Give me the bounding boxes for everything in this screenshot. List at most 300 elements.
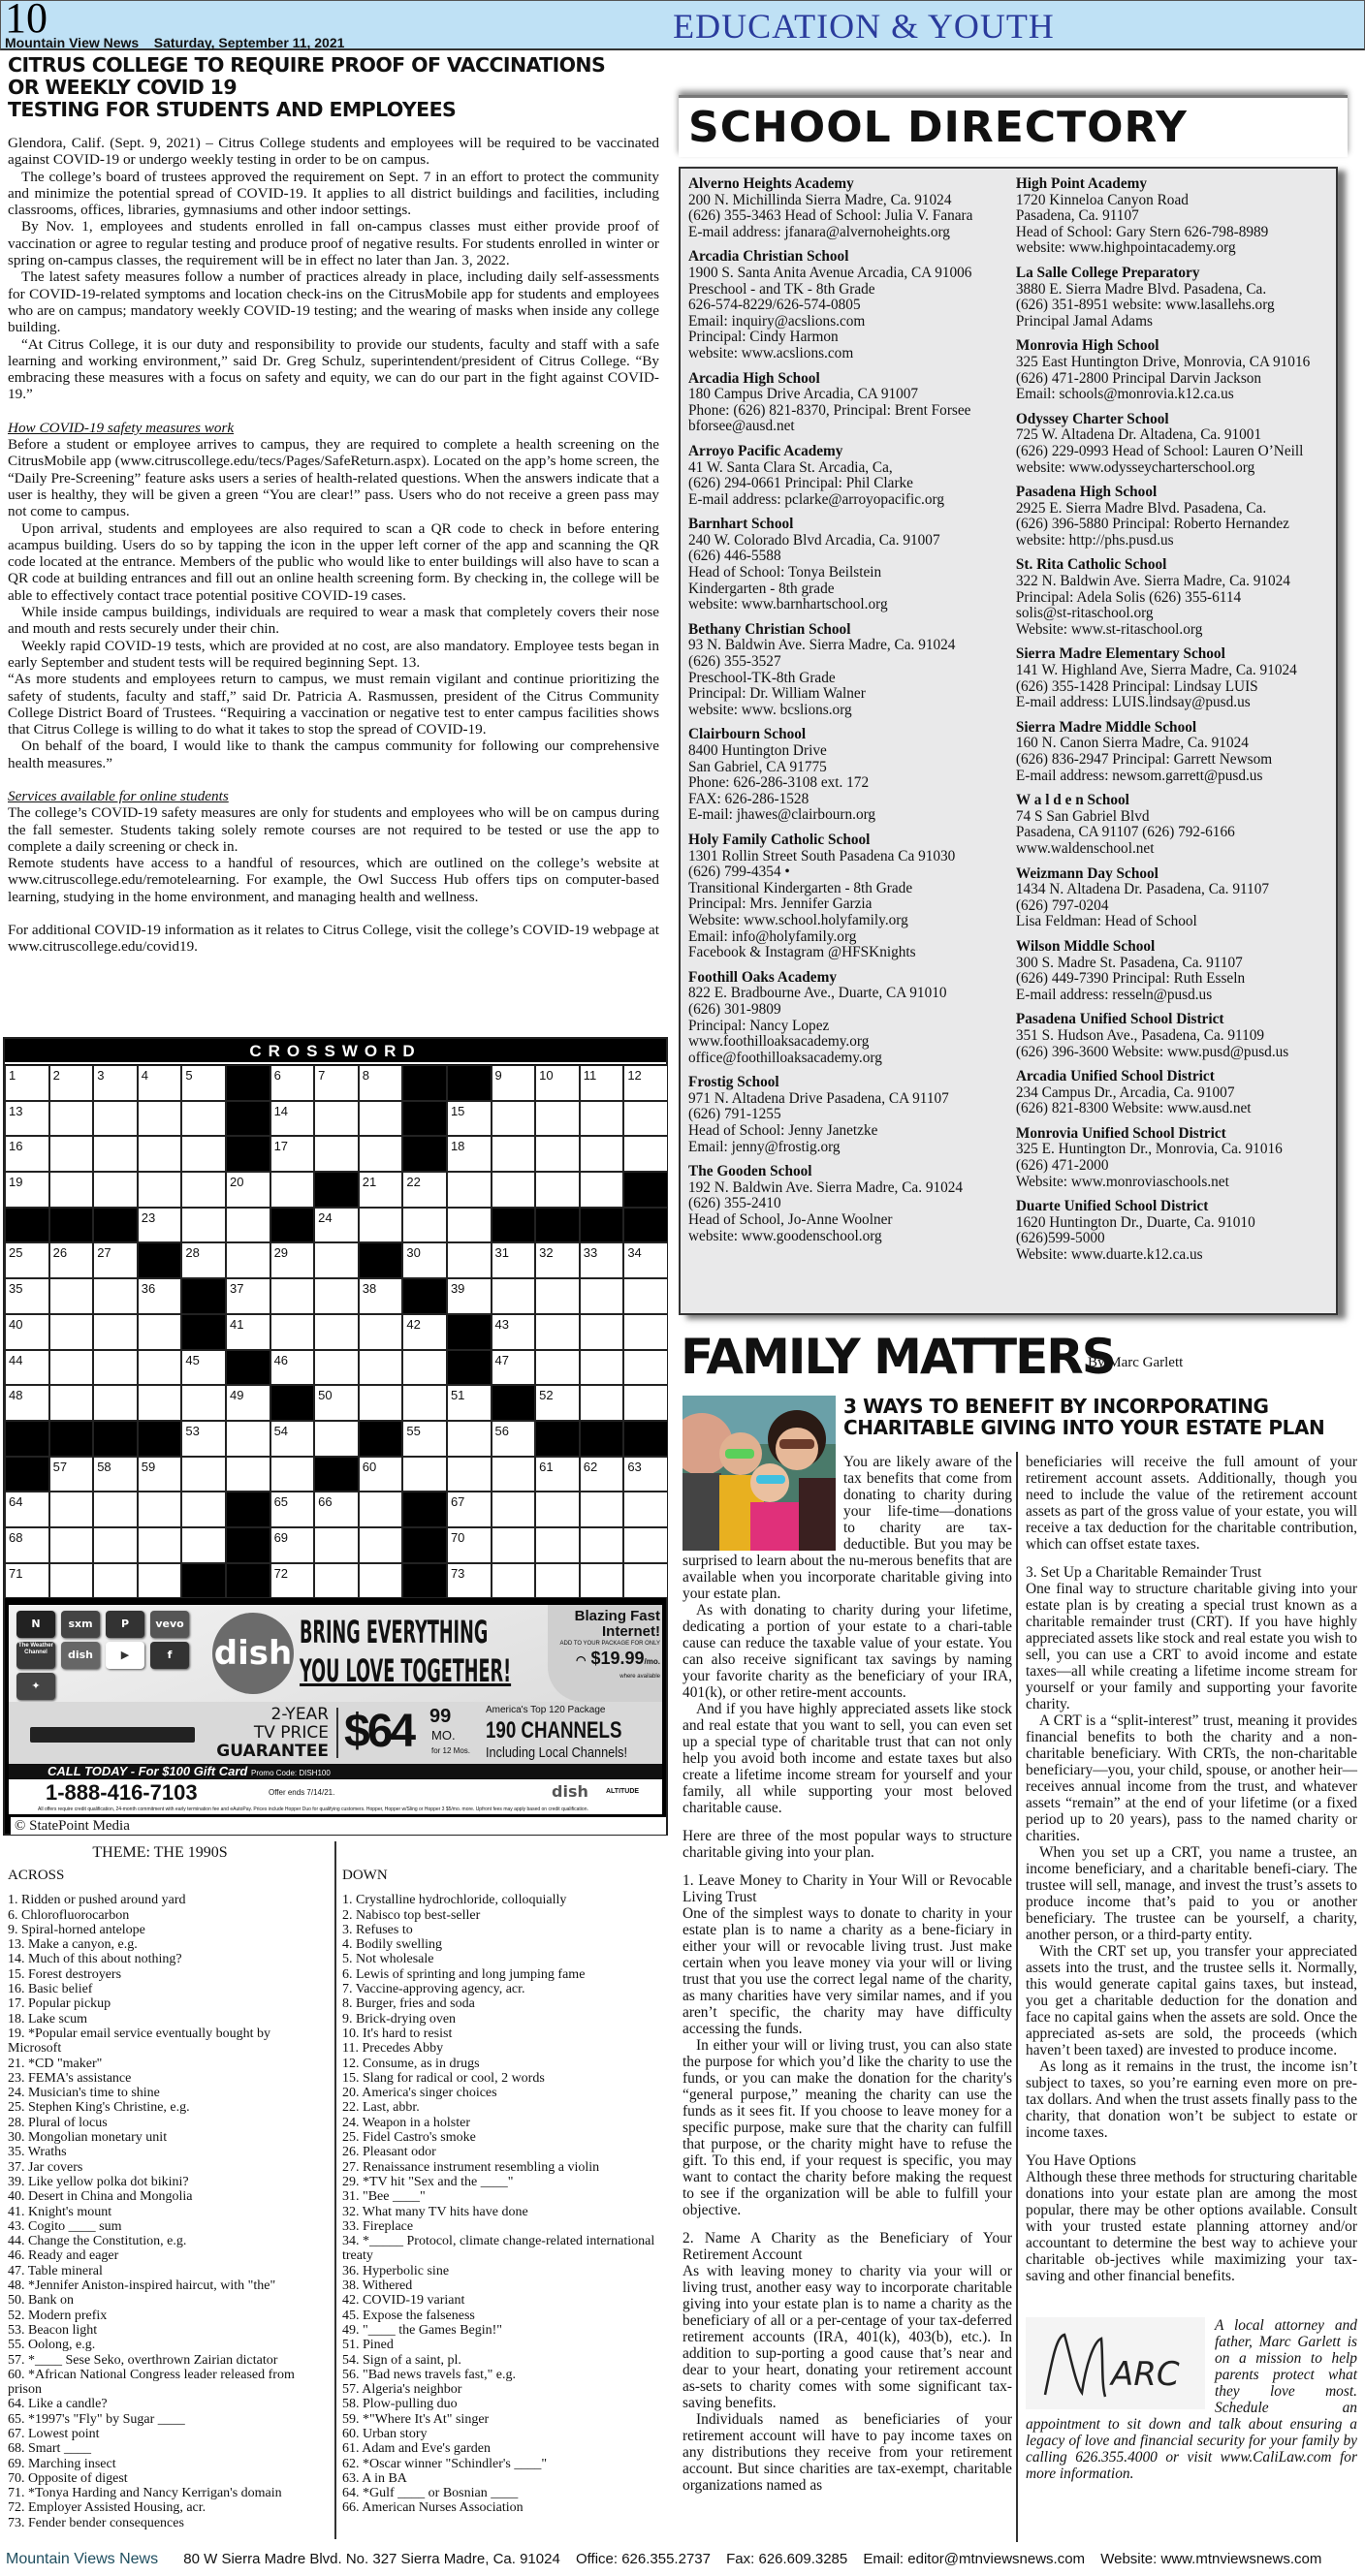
- school-detail: Pasadena, CA 91107 (626) 792-6166: [1015, 824, 1235, 841]
- school-detail: 822 E. Bradbourne Ave., Duarte, CA 91010: [688, 985, 947, 1002]
- crossword-cell[interactable]: [181, 1350, 226, 1386]
- dish-advertisement[interactable]: [7, 1603, 664, 1816]
- crossword-cell[interactable]: [49, 1385, 94, 1421]
- down-clue: 61. Adam and Eve's garden: [342, 2441, 491, 2457]
- cell-number: 36: [141, 1281, 156, 1297]
- price-guarantee: [203, 1706, 329, 1761]
- crossword-cell[interactable]: [447, 1278, 492, 1314]
- crossword-cell[interactable]: [5, 1350, 49, 1386]
- school-detail: E-mail address: newsom.garrett@pusd.us: [1015, 767, 1263, 784]
- crossword-cell[interactable]: [49, 1492, 94, 1527]
- crossword-cell[interactable]: [580, 1457, 624, 1492]
- crossword-cell[interactable]: [623, 1065, 668, 1101]
- across-clue: 18. Lake scum: [8, 2011, 88, 2026]
- crossword-cell[interactable]: [580, 1278, 624, 1314]
- crossword-cell[interactable]: [580, 1350, 624, 1386]
- crossword-cell[interactable]: [492, 1065, 536, 1101]
- crossword-cell[interactable]: [535, 1101, 580, 1137]
- cell-number: 19: [9, 1175, 23, 1190]
- crossword-cell[interactable]: [447, 1563, 492, 1599]
- black-square: [447, 1350, 492, 1386]
- paragraph: As long as it remains in the trust, the income isn’t subject to taxes, so you’re earning even more on pre-tax dollars. And when the trust assets finally pass to the charity, that donation won’t be subject to estate or income taxes.: [1026, 2058, 1357, 2141]
- subheading: 3. Set Up a Charitable Remainder Trust: [1026, 1564, 1262, 1581]
- school-entry: [1016, 793, 1328, 857]
- internet-price-unit: /mo.: [644, 1657, 660, 1666]
- crossword-cell[interactable]: [226, 1278, 270, 1314]
- crossword-cell[interactable]: [314, 1563, 359, 1599]
- school-name: Barnhart School: [688, 516, 794, 533]
- crossword-cell[interactable]: [492, 1278, 536, 1314]
- dish-logo: dish: [212, 1613, 294, 1694]
- subheading: 1. Leave Money to Charity in Your Will or Revocable Living Trust: [682, 1872, 1012, 1905]
- crossword-cell[interactable]: [49, 1101, 94, 1137]
- crossword-cell[interactable]: [93, 1492, 138, 1527]
- cell-number: 23: [141, 1209, 156, 1225]
- crossword-cell[interactable]: [447, 1492, 492, 1527]
- crossword-cell[interactable]: [492, 1457, 536, 1492]
- crossword-cell[interactable]: [402, 1350, 447, 1386]
- crossword-cell[interactable]: [49, 1457, 94, 1492]
- crossword-cell[interactable]: [314, 1421, 359, 1457]
- footer-address: 80 W Sierra Madre Blvd. No. 327 Sierra Madre, Ca. 91024: [183, 2551, 560, 2567]
- crossword-cell[interactable]: [226, 1242, 270, 1278]
- crossword-cell[interactable]: [535, 1314, 580, 1350]
- crossword-cell[interactable]: [5, 1314, 49, 1350]
- crossword-cell[interactable]: [623, 1350, 668, 1386]
- school-detail: 8400 Huntington Drive: [688, 742, 827, 759]
- black-square: [314, 1172, 359, 1208]
- crossword-cell[interactable]: [226, 1208, 270, 1243]
- crossword-cell[interactable]: [359, 1457, 403, 1492]
- school-detail: Head of School: Tonya Beilstein: [688, 564, 882, 581]
- crossword-cell[interactable]: [580, 1065, 624, 1101]
- cell-number: 32: [539, 1245, 554, 1261]
- crossword-cell[interactable]: [270, 1457, 315, 1492]
- crossword-cell[interactable]: [49, 1172, 94, 1208]
- crossword-cell[interactable]: [580, 1385, 624, 1421]
- school-detail: (626) 355-2410: [688, 1195, 781, 1212]
- column-2-text: [1026, 1454, 1357, 2284]
- crossword-cell[interactable]: [359, 1172, 403, 1208]
- internet-where: where available: [619, 1674, 660, 1680]
- subheading: You Have Options: [1026, 2152, 1136, 2169]
- crossword-cell[interactable]: [359, 1314, 403, 1350]
- crossword-cell[interactable]: [93, 1527, 138, 1563]
- paragraph: Before a student or employee arrives to campus, they are required to complete a health screening on the CitrusMobile app (www.citruscollege.edu/tecs/Pages/SafeReturn.aspx). Located on the app’s home screen, the “Daily Pre-Screening” feature asks users a series of health-related questions. When the answers indicate that a user is healthy, they will be given a green “You are clear!” pass. Users who do not receive a green pass may not come to campus.: [8, 436, 659, 520]
- crossword-cell[interactable]: [138, 1527, 182, 1563]
- crossword-cell[interactable]: [359, 1563, 403, 1599]
- crossword-cell[interactable]: [359, 1101, 403, 1137]
- crossword-cell[interactable]: [138, 1457, 182, 1492]
- crossword-cell[interactable]: [5, 1101, 49, 1137]
- crossword-cell[interactable]: [359, 1527, 403, 1563]
- crossword-cell[interactable]: [623, 1563, 668, 1599]
- black-square: [93, 1208, 138, 1243]
- crossword-cell[interactable]: [359, 1385, 403, 1421]
- paragraph: With the CRT set up, you transfer your appreciated assets into the trust, and the trustee sells it. Normally, this would generate capital gains taxes, but instead, you get a charitable deduction for the donation and face no capital gains when the assets are sold. Once the appreciated as-sets are sold, the proceeds (which haven’t been taxed) are invested to produce income.: [1026, 1943, 1357, 2058]
- paragraph: Upon arrival, students and employees are also required to scan a QR code to check in before entering acampus building. Users do so by tapping the icon in the upper left corner of the app and scanning the QR code located at the entrance. Members of the public who would like to enter buildings will also have to scan a QR code at building entrances and fill out an online health screening form. By checking in, the college will be able to effectively contact trace potential positive COVID-19 cases.: [8, 519, 659, 604]
- crossword-cell[interactable]: [181, 1527, 226, 1563]
- footer-email[interactable]: Email: editor@mtnviewsnews.com: [863, 2551, 1086, 2567]
- cell-number: 24: [318, 1209, 333, 1225]
- cell-number: 40: [9, 1316, 23, 1332]
- crossword-cell[interactable]: [93, 1101, 138, 1137]
- crossword-cell[interactable]: [314, 1278, 359, 1314]
- crossword-cell[interactable]: [93, 1278, 138, 1314]
- school-name: St. Rita Catholic School: [1015, 556, 1167, 574]
- crossword-cell[interactable]: [270, 1492, 315, 1527]
- crossword-cell[interactable]: [447, 1242, 492, 1278]
- column-divider: [1016, 1452, 1018, 2542]
- crossword-cell[interactable]: [580, 1314, 624, 1350]
- crossword-cell[interactable]: [402, 1242, 447, 1278]
- ad-phone-number[interactable]: 1-888-416-7103: [46, 1780, 198, 1805]
- crossword-cell[interactable]: [492, 1242, 536, 1278]
- ad-headline-line: YOU LOVE TOGETHER!: [300, 1652, 512, 1689]
- crossword-cell[interactable]: [138, 1350, 182, 1386]
- crossword-cell[interactable]: [447, 1457, 492, 1492]
- school-detail: 351 S. Hudson Ave., Pasadena, Ca. 91109: [1015, 1026, 1265, 1044]
- crossword-cell[interactable]: [580, 1242, 624, 1278]
- across-clue: 9. Spiral-horned antelope: [8, 1922, 145, 1937]
- author-bio: [1026, 2317, 1357, 2482]
- crossword-cell[interactable]: [138, 1314, 182, 1350]
- school-detail: E-mail: jhawes@clairbourn.org: [688, 806, 876, 824]
- crossword-cell[interactable]: [535, 1172, 580, 1208]
- crossword-cell[interactable]: [535, 1350, 580, 1386]
- cell-number: 58: [97, 1459, 111, 1474]
- crossword-cell[interactable]: [49, 1242, 94, 1278]
- crossword-cell[interactable]: [181, 1242, 226, 1278]
- cell-number: 50: [318, 1388, 333, 1403]
- crossword-cell[interactable]: [359, 1278, 403, 1314]
- black-square: [226, 1136, 270, 1172]
- down-clue: 58. Plow-pulling duo: [342, 2397, 458, 2412]
- crossword-cell[interactable]: [138, 1136, 182, 1172]
- crossword-cell[interactable]: [359, 1208, 403, 1243]
- across-clue: 21. *CD "maker": [8, 2056, 103, 2071]
- crossword-cell[interactable]: [93, 1457, 138, 1492]
- crossword-cell[interactable]: [402, 1421, 447, 1457]
- crossword-cell[interactable]: [402, 1314, 447, 1350]
- crossword-cell[interactable]: [138, 1065, 182, 1101]
- crossword-cell[interactable]: [181, 1208, 226, 1243]
- across-clue: 55. Oolong, e.g.: [8, 2338, 96, 2353]
- crossword-cell[interactable]: [270, 1278, 315, 1314]
- crossword-cell[interactable]: [447, 1385, 492, 1421]
- down-clue: 54. Sign of a saint, pl.: [342, 2352, 461, 2368]
- crossword-cell[interactable]: [181, 1136, 226, 1172]
- crossword-cell[interactable]: [49, 1563, 94, 1599]
- across-clue: 17. Popular pickup: [8, 1996, 111, 2012]
- black-square: [181, 1314, 226, 1350]
- crossword-cell[interactable]: [5, 1563, 49, 1599]
- down-clue: 33. Fireplace: [342, 2218, 414, 2234]
- crossword-cell[interactable]: [181, 1457, 226, 1492]
- paragraph: One final way to structure charitable giving into your estate plan is by creating a special trust known as a charitable remainder trust (CRT). If you have highly appreciated assets like stock and real estate you wish to sell, you can use a CRT to avoid income and estate taxes—all while creating a lifetime income stream for yourself or your family and supporting your favorite charity.: [1026, 1581, 1357, 1712]
- crossword-cell[interactable]: [5, 1385, 49, 1421]
- crossword-cell[interactable]: [270, 1527, 315, 1563]
- cell-number: 49: [229, 1388, 244, 1403]
- crossword-cell[interactable]: [181, 1421, 226, 1457]
- crossword-cell[interactable]: [535, 1136, 580, 1172]
- cell-number: 39: [450, 1281, 465, 1297]
- crossword-cell[interactable]: [49, 1065, 94, 1101]
- school-detail: (626) 836-2947 Principal: Garrett Newsom: [1015, 751, 1273, 768]
- crossword-cell[interactable]: [447, 1101, 492, 1137]
- crossword-cell[interactable]: [580, 1136, 624, 1172]
- crossword-cell[interactable]: [314, 1527, 359, 1563]
- crossword-cell[interactable]: [535, 1242, 580, 1278]
- crossword-cell[interactable]: [138, 1278, 182, 1314]
- crossword-cell[interactable]: [314, 1242, 359, 1278]
- school-detail: website: www. bcslions.org: [688, 701, 852, 718]
- school-entry: [1016, 412, 1328, 476]
- crossword-cell[interactable]: [580, 1172, 624, 1208]
- footer-website[interactable]: Website: www.mtnviewsnews.com: [1100, 2551, 1322, 2567]
- crossword-cell[interactable]: [402, 1385, 447, 1421]
- crossword-cell[interactable]: [623, 1385, 668, 1421]
- crossword-cell[interactable]: [314, 1101, 359, 1137]
- cell-number: 60: [362, 1459, 377, 1474]
- crossword-cell[interactable]: [5, 1065, 49, 1101]
- school-detail: FAX: 626-286-1528: [688, 790, 809, 807]
- crossword-cell[interactable]: [270, 1242, 315, 1278]
- crossword-cell[interactable]: [623, 1492, 668, 1527]
- crossword-cell[interactable]: [535, 1385, 580, 1421]
- crossword-cell[interactable]: [623, 1278, 668, 1314]
- tv-price: $64: [344, 1706, 414, 1757]
- across-clue: 53. Beacon light: [8, 2322, 98, 2338]
- crossword-cell[interactable]: [492, 1421, 536, 1457]
- app-icon: The Weather Channel: [16, 1642, 55, 1669]
- school-detail: Head of School, Jo-Anne Woolner: [688, 1211, 893, 1229]
- crossword-cell[interactable]: [5, 1492, 49, 1527]
- masthead-line: [5, 35, 344, 50]
- school-entry: [1016, 1069, 1328, 1117]
- school-name: Pasadena High School: [1015, 484, 1158, 501]
- crossword-cell[interactable]: [226, 1421, 270, 1457]
- page-header: [0, 0, 1365, 50]
- crossword-cell[interactable]: [359, 1492, 403, 1527]
- crossword-cell[interactable]: [623, 1242, 668, 1278]
- across-clue: 52. Modern prefix: [8, 2308, 108, 2323]
- paragraph: beneficiaries will receive the full amount of your retirement account assets. Additionally, though you need to include the value of the retirement account assets as part of the gross value of your estate, you will receive a tax deduction for the charitable contribution, which can offset estate taxes.: [1026, 1454, 1357, 1553]
- crossword-cell[interactable]: [402, 1457, 447, 1492]
- crossword-cell[interactable]: [93, 1136, 138, 1172]
- crossword-cell[interactable]: [447, 1136, 492, 1172]
- school-entry: [1016, 176, 1328, 257]
- down-clue: 9. Brick-drying oven: [342, 2011, 457, 2026]
- crossword-cell[interactable]: [49, 1314, 94, 1350]
- crossword-cell[interactable]: [580, 1101, 624, 1137]
- black-square: [402, 1101, 447, 1137]
- crossword-cell[interactable]: [314, 1065, 359, 1101]
- crossword-cell[interactable]: [93, 1242, 138, 1278]
- crossword-cell[interactable]: [5, 1172, 49, 1208]
- across-clue: 40. Desert in China and Mongolia: [8, 2189, 193, 2205]
- crossword-cell[interactable]: [447, 1527, 492, 1563]
- school-name: Arcadia Christian School: [688, 248, 849, 266]
- crossword-cell[interactable]: [535, 1527, 580, 1563]
- crossword-cell[interactable]: [359, 1350, 403, 1386]
- school-entry: [1016, 485, 1328, 549]
- across-clue: 50. Bank on: [8, 2293, 75, 2309]
- crossword-cell[interactable]: [492, 1136, 536, 1172]
- school-name: Duarte Unified School District: [1015, 1198, 1209, 1215]
- crossword-cell[interactable]: [49, 1350, 94, 1386]
- school-detail: Kindergarten - 8th grade: [688, 580, 835, 597]
- crossword-cell[interactable]: [492, 1101, 536, 1137]
- crossword-cell[interactable]: [93, 1350, 138, 1386]
- crossword-cell[interactable]: [492, 1314, 536, 1350]
- crossword-cell[interactable]: [623, 1314, 668, 1350]
- crossword-cell[interactable]: [623, 1101, 668, 1137]
- crossword-cell[interactable]: [93, 1172, 138, 1208]
- crossword-cell[interactable]: [226, 1172, 270, 1208]
- crossword-cell[interactable]: [5, 1278, 49, 1314]
- crossword-cell[interactable]: [270, 1101, 315, 1137]
- cell-number: 5: [185, 1068, 193, 1083]
- crossword-cell[interactable]: [138, 1101, 182, 1137]
- school-detail: (626) 229-0993 Head of School: Lauren O’Neill: [1015, 442, 1304, 459]
- across-clue: 16. Basic belief: [8, 1982, 93, 1997]
- school-detail: 1301 Rollin Street South Pasadena Ca 91030: [688, 847, 956, 864]
- school-detail: Principal: Cindy Harmon: [688, 329, 839, 346]
- internet-offer-title: Internet!: [602, 1623, 660, 1640]
- crossword-cell[interactable]: [535, 1492, 580, 1527]
- school-detail: Phone: 626-286-3108 ext. 172: [688, 774, 870, 792]
- down-clue: 15. Slang for radical or cool, 2 words: [342, 2070, 545, 2086]
- crossword-cell[interactable]: [314, 1136, 359, 1172]
- crossword-cell[interactable]: [181, 1385, 226, 1421]
- crossword-cell[interactable]: [270, 1065, 315, 1101]
- crossword-cell[interactable]: [402, 1172, 447, 1208]
- black-square: [402, 1492, 447, 1527]
- across-clue: 39. Like yellow polka dot bikini?: [8, 2174, 189, 2189]
- ad-disclaimer: All offers require credit qualification, 24-month commitment with early termination fee and eAutoPay. Prices include Hopper Duo for qualifying customers. Hopper, Hopper w/Sling or Hopper 3 $5/mo. more. Upfront fees may apply based on credit qualification.: [38, 1806, 588, 1812]
- crossword-cell[interactable]: [5, 1242, 49, 1278]
- guarantee-line: 2-YEAR: [270, 1705, 329, 1724]
- crossword-cell[interactable]: [270, 1421, 315, 1457]
- crossword-cell[interactable]: [93, 1065, 138, 1101]
- crossword-cell[interactable]: [138, 1492, 182, 1527]
- crossword-cell[interactable]: [623, 1457, 668, 1492]
- crossword-cell[interactable]: [314, 1350, 359, 1386]
- paragraph: “As more students and employees return to campus, we must remain vigilant and continue prioritizing the safety of students, faculty and staff,” said Dr. Patricia A. Rasmussen, president of the Citrus Community College District Board of Trustees. “Requiring a vaccination or negative test to enter campus facilities shows that Citrus College is willing to do what it takes to stop the spread of COVID-19.: [8, 671, 659, 738]
- crossword-cell[interactable]: [580, 1563, 624, 1599]
- crossword-cell[interactable]: [181, 1172, 226, 1208]
- crossword-cell[interactable]: [138, 1385, 182, 1421]
- crossword-cell[interactable]: [93, 1314, 138, 1350]
- crossword-cell[interactable]: [138, 1172, 182, 1208]
- crossword-cell[interactable]: [181, 1065, 226, 1101]
- crossword-cell[interactable]: [270, 1350, 315, 1386]
- crossword-cell[interactable]: [492, 1492, 536, 1527]
- crossword-cell[interactable]: [181, 1492, 226, 1527]
- cell-number: 45: [185, 1352, 200, 1367]
- crossword-cell[interactable]: [623, 1527, 668, 1563]
- crossword-cell[interactable]: [226, 1314, 270, 1350]
- down-clue: 26. Pleasant odor: [342, 2145, 436, 2160]
- crossword-cell[interactable]: [447, 1421, 492, 1457]
- crossword-cell[interactable]: [314, 1208, 359, 1243]
- crossword-cell[interactable]: [49, 1278, 94, 1314]
- footer-brand: Mountain Views News: [6, 2551, 159, 2567]
- paragraph: While inside campus buildings, individuals are required to wear a mask that completely covers their nose and mouth and rests securely under their chin.: [8, 604, 659, 638]
- down-clues: [334, 1841, 659, 2539]
- across-clue: 25. Stephen King's Christine, e.g.: [8, 2100, 190, 2116]
- crossword-cell[interactable]: [314, 1492, 359, 1527]
- crossword-cell[interactable]: [270, 1172, 315, 1208]
- receiver-box-icon: [30, 1727, 195, 1743]
- crossword-cell[interactable]: [580, 1527, 624, 1563]
- black-square: [359, 1242, 403, 1278]
- crossword-cell[interactable]: [492, 1527, 536, 1563]
- crossword-cell[interactable]: [138, 1208, 182, 1243]
- crossword-cell[interactable]: [314, 1385, 359, 1421]
- down-clue: 57. Algeria's neighbor: [342, 2382, 462, 2398]
- call-today-text: CALL TODAY - For $100 Gift Card: [48, 1764, 248, 1778]
- crossword-cell[interactable]: [359, 1136, 403, 1172]
- school-detail: Head of School: Gary Stern 626-798-8989: [1015, 223, 1269, 240]
- cell-number: 63: [627, 1459, 642, 1474]
- crossword-cell[interactable]: [359, 1065, 403, 1101]
- paragraph: “At Citrus College, it is our duty and responsibility to provide our students, faculty and staff with a safe learning and working environment,” said Dr. Greg Schulz, superintendent/president of Citrus College. “By embracing these measures with a focus on safety and equity, we can do our part in the fight against COVID-19.”: [8, 335, 659, 403]
- crossword-cell[interactable]: [5, 1527, 49, 1563]
- crossword-cell[interactable]: [226, 1385, 270, 1421]
- crossword-cell[interactable]: [535, 1278, 580, 1314]
- crossword-cell[interactable]: [270, 1136, 315, 1172]
- crossword-cell[interactable]: [492, 1563, 536, 1599]
- crossword-cell[interactable]: [49, 1136, 94, 1172]
- down-clue: 32. What many TV hits have done: [342, 2204, 528, 2219]
- cell-number: 16: [9, 1139, 23, 1154]
- crossword-cell[interactable]: [93, 1563, 138, 1599]
- crossword-cell[interactable]: [226, 1457, 270, 1492]
- crossword-cell[interactable]: [314, 1314, 359, 1350]
- crossword-cell[interactable]: [580, 1492, 624, 1527]
- crossword-cell[interactable]: [447, 1208, 492, 1243]
- cell-number: 51: [450, 1388, 465, 1403]
- crossword-cell[interactable]: [93, 1385, 138, 1421]
- down-clue: 60. Urban story: [342, 2426, 428, 2441]
- school-detail: 1620 Huntington Dr., Duarte, Ca. 91010: [1015, 1213, 1255, 1231]
- across-clue: 41. Knight's mount: [8, 2204, 112, 2219]
- school-name: Foothill Oaks Academy: [688, 968, 837, 986]
- crossword-cell[interactable]: [270, 1314, 315, 1350]
- crossword-cell[interactable]: [535, 1065, 580, 1101]
- school-detail: Principal: Adela Solis (626) 355-6114: [1015, 588, 1242, 606]
- crossword-cell[interactable]: [623, 1136, 668, 1172]
- channels-note: Including Local Channels!: [486, 1744, 628, 1761]
- crossword-cell[interactable]: [535, 1457, 580, 1492]
- black-square: [580, 1421, 624, 1457]
- paragraph: When you set up a CRT, you name a trustee, an income beneficiary, and a charitable benefi-ciary. The trustee will sell, manage, and invest the trust’s assets to produce income that’s paid to you or another beneficiary. The trustee can be yourself, a charity, another person, or a third-party entity.: [1026, 1844, 1357, 1943]
- crossword-cell[interactable]: [447, 1172, 492, 1208]
- crossword-cell[interactable]: [5, 1136, 49, 1172]
- crossword-cell[interactable]: [270, 1563, 315, 1599]
- crossword-cell[interactable]: [402, 1208, 447, 1243]
- crossword-cell[interactable]: [535, 1563, 580, 1599]
- crossword-cell[interactable]: [181, 1101, 226, 1137]
- crossword-cell[interactable]: [492, 1350, 536, 1386]
- crossword-cell[interactable]: [49, 1527, 94, 1563]
- crossword-cell[interactable]: [138, 1563, 182, 1599]
- cell-number: 10: [539, 1068, 554, 1083]
- cell-number: 4: [141, 1068, 149, 1083]
- crossword-cell[interactable]: [492, 1172, 536, 1208]
